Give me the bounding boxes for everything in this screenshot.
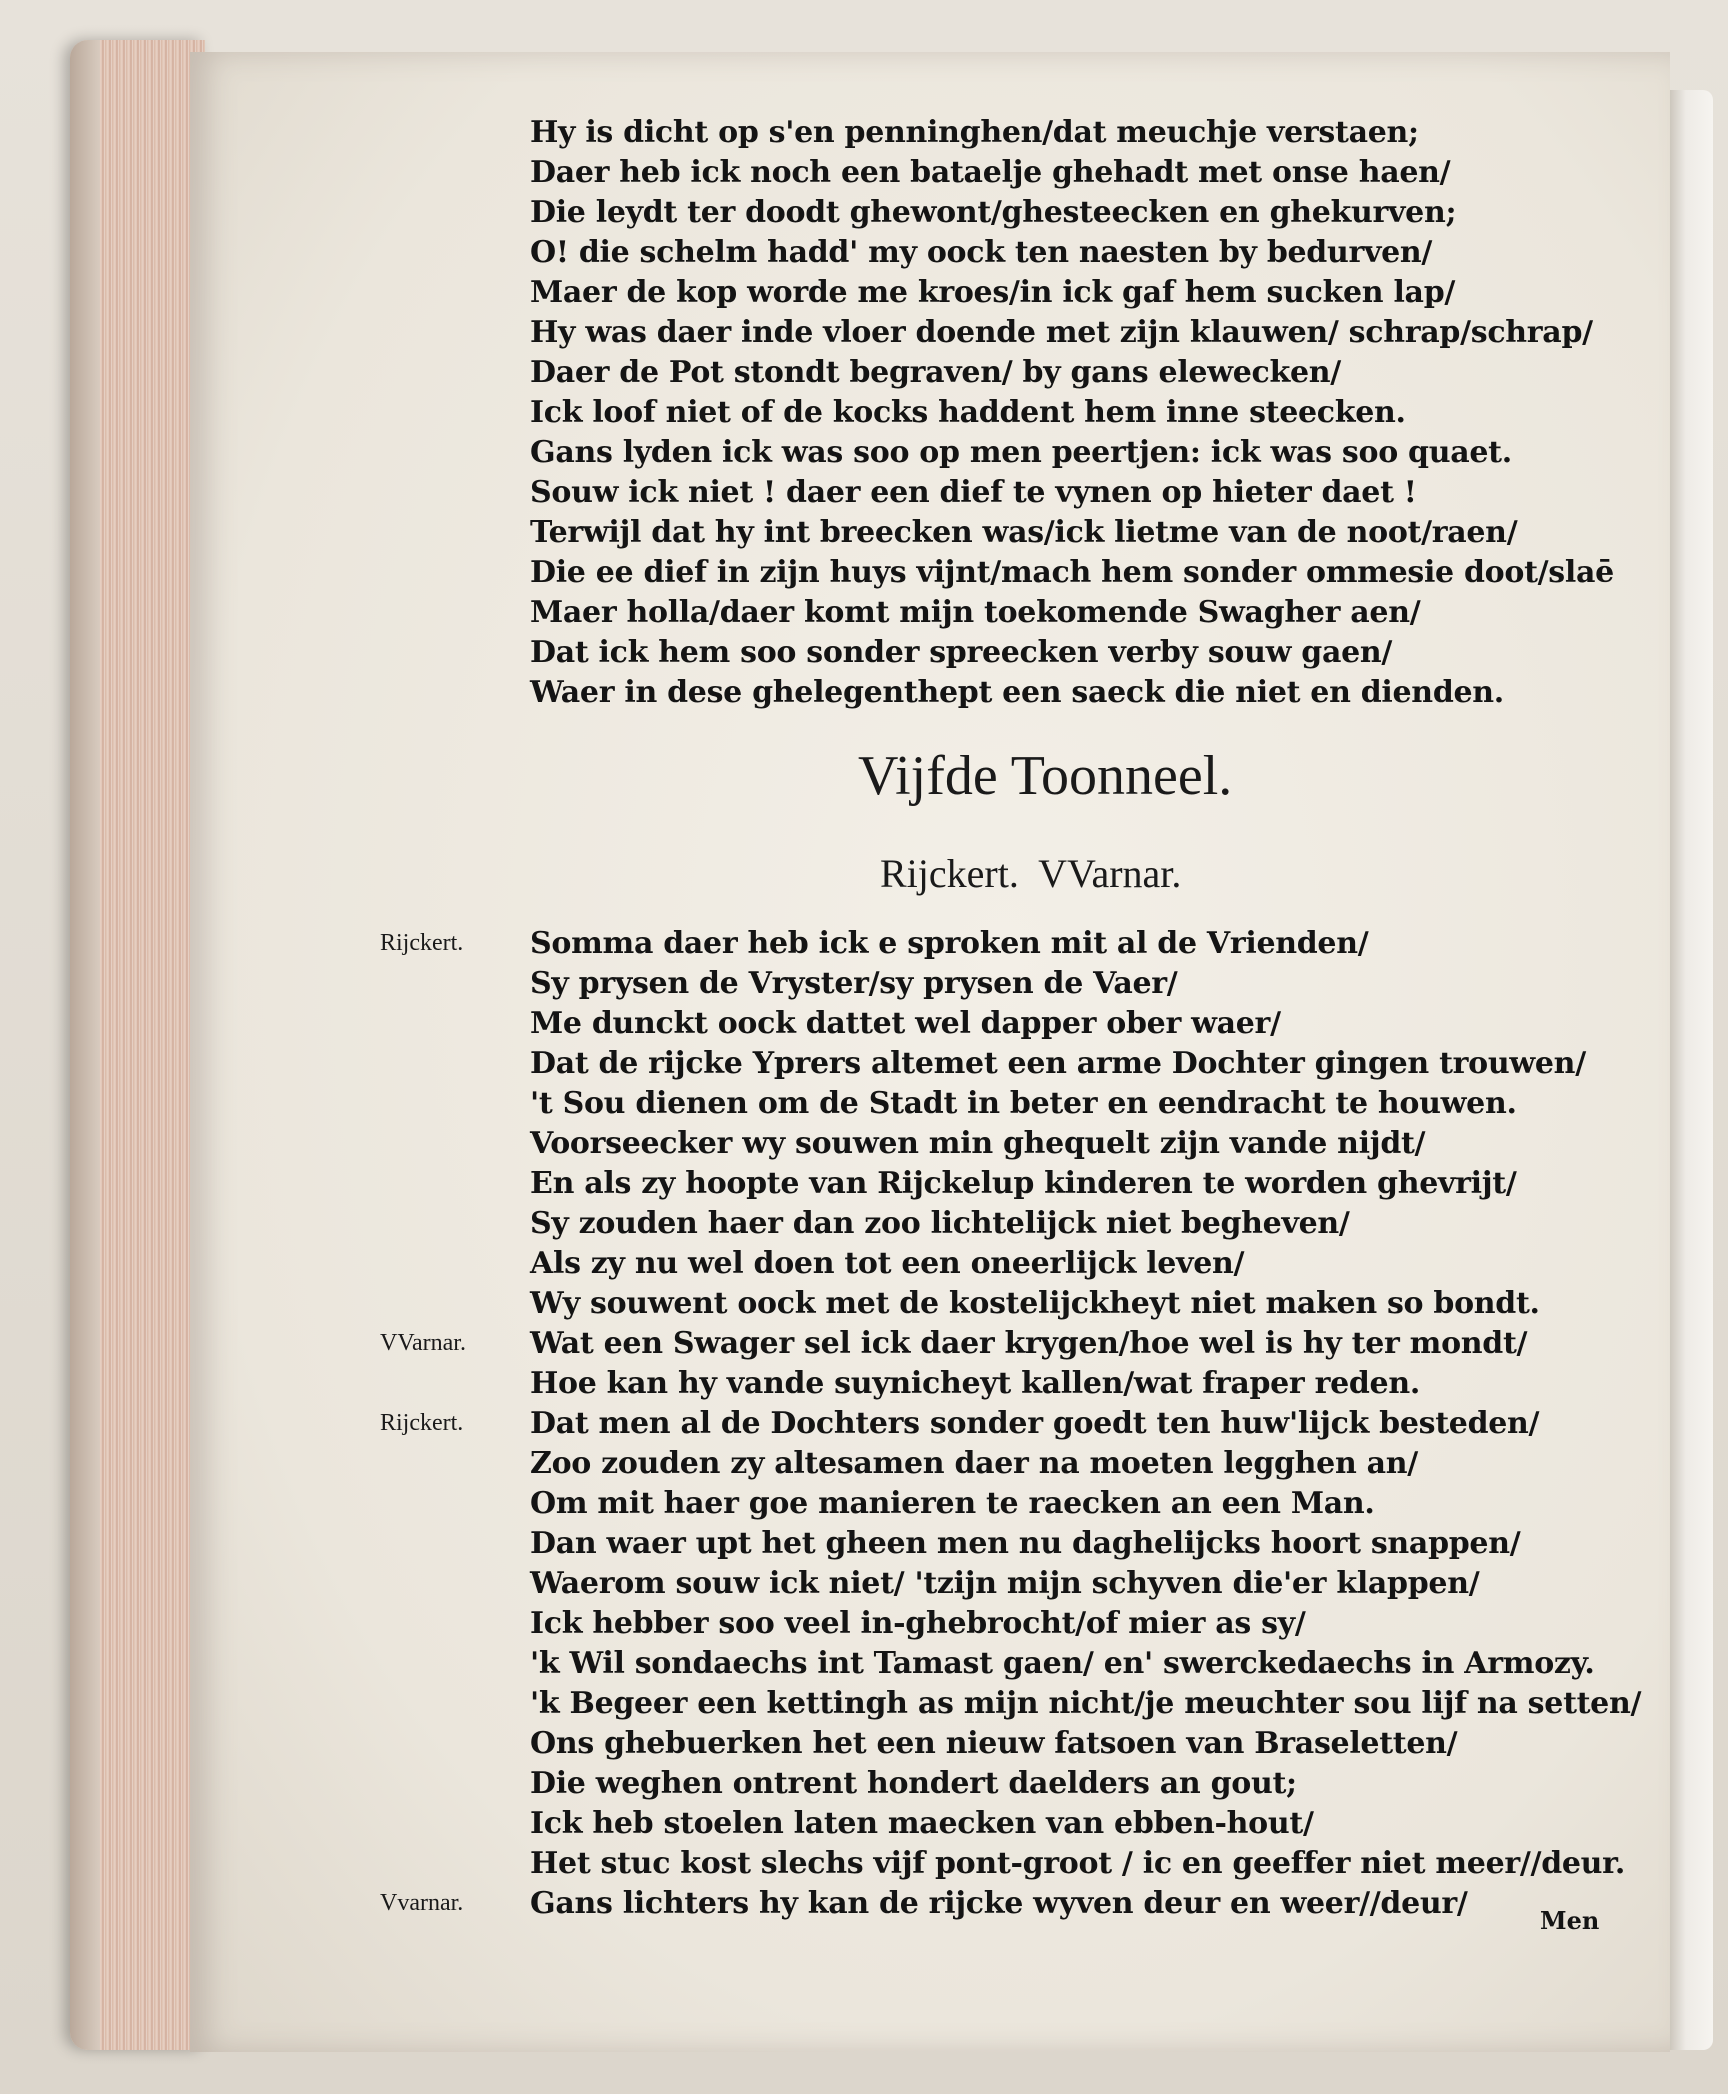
dialogue-text: Waerom souw ick niet/ 'tzijn mijn schyven die'er klappen/ bbox=[530, 1566, 1480, 1601]
dialogue-text: Wy souwent oock met de kostelijckheyt niet maken so bondt. bbox=[530, 1286, 1540, 1321]
dialogue-line bbox=[380, 1524, 1630, 1564]
dialogue-text: Ick hebber soo veel in-ghebrocht/of mier as sy/ bbox=[530, 1606, 1306, 1641]
scene-speakers: Rijckert. VVarnar. bbox=[880, 851, 1182, 896]
dialogue-line bbox=[380, 1204, 1630, 1244]
dialogue-text: Wat een Swager sel ick daer krygen/hoe wel is hy ter mondt/ bbox=[530, 1326, 1528, 1361]
verse-line: Waer in dese ghelegenthept een saeck die niet en dienden. bbox=[530, 675, 1504, 710]
dialogue-text: Die weghen ontrent hondert daelders an gout; bbox=[530, 1766, 1297, 1801]
dialogue-line bbox=[380, 1004, 1630, 1044]
dialogue-text: 't Sou dienen om de Stadt in beter en eendracht te houwen. bbox=[530, 1086, 1517, 1121]
verse-line: Maer de kop worde me kroes/in ick gaf hem sucken lap/ bbox=[530, 275, 1456, 310]
dialogue-line bbox=[380, 1804, 1630, 1844]
dialogue-text: Me dunckt oock dattet wel dapper ober waer/ bbox=[530, 1006, 1281, 1041]
verse-line: Gans lyden ick was soo op men peertjen: ick was soo quaet. bbox=[530, 435, 1512, 470]
dialogue-line bbox=[380, 1324, 1630, 1364]
speaker-name: Vvarnar. bbox=[380, 1890, 464, 1916]
dialogue-line bbox=[380, 964, 1630, 1004]
dialogue-line bbox=[380, 1284, 1630, 1324]
dialogue-text: 'k Wil sondaechs int Tamast gaen/ en' swerckedaechs in Armozy. bbox=[530, 1646, 1595, 1681]
dialogue-line bbox=[380, 1364, 1630, 1404]
verse-line: Dat ick hem soo sonder spreecken verby souw gaen/ bbox=[530, 635, 1393, 670]
dialogue-text: Sy prysen de Vryster/sy prysen de Vaer/ bbox=[530, 966, 1178, 1001]
dialogue-text: Ons ghebuerken het een nieuw fatsoen van Braseletten/ bbox=[530, 1726, 1458, 1761]
dialogue-text: Dat de rijcke Yprers altemet een arme Dochter gingen trouwen/ bbox=[530, 1046, 1586, 1081]
dialogue-text: Zoo zouden zy altesamen daer na moeten legghen an/ bbox=[530, 1446, 1418, 1481]
speaker-name: Rijckert. bbox=[380, 930, 464, 956]
dialogue-line bbox=[380, 1164, 1630, 1204]
verse-line: Souw ick niet ! daer een dief te vynen op hieter daet ! bbox=[530, 475, 1417, 510]
dialogue-text: Sy zouden haer dan zoo lichtelijck niet begheven/ bbox=[530, 1206, 1350, 1241]
right-page-edge bbox=[1668, 90, 1713, 2050]
dialogue-line bbox=[380, 1764, 1630, 1804]
dialogue-text: Gans lichters hy kan de rijcke wyven deur en weer//deur/ bbox=[530, 1886, 1468, 1921]
verse-line: Daer heb ick noch een bataelje ghehadt met onse haen/ bbox=[530, 155, 1451, 190]
verse-line: O! die schelm hadd' my oock ten naesten by bedurven/ bbox=[530, 235, 1433, 270]
dialogue-line bbox=[380, 1724, 1630, 1764]
speaker-name: Rijckert. bbox=[380, 1410, 464, 1436]
dialogue-line bbox=[380, 1604, 1630, 1644]
book-spine-shadow bbox=[70, 40, 100, 2050]
speaker-name: VVarnar. bbox=[380, 1330, 466, 1356]
verse-line: Maer holla/daer komt mijn toekomende Swagher aen/ bbox=[530, 595, 1421, 630]
verse-line: Hy is dicht op s'en penninghen/dat meuchje verstaen; bbox=[530, 115, 1419, 150]
dialogue-block bbox=[380, 924, 1642, 1924]
dialogue-line bbox=[380, 1644, 1630, 1684]
dialogue-line bbox=[380, 1564, 1630, 1604]
verse-line: Daer de Pot stondt begraven/ by gans elewecken/ bbox=[530, 355, 1341, 390]
dialogue-line bbox=[380, 1124, 1630, 1164]
dialogue-line bbox=[380, 1244, 1630, 1284]
dialogue-text: Als zy nu wel doen tot een oneerlijck leven/ bbox=[530, 1246, 1245, 1281]
verse-line: Die leydt ter doodt ghewont/ghesteecken en ghekurven; bbox=[530, 195, 1457, 230]
dialogue-line bbox=[380, 1084, 1630, 1124]
dialogue-text: Ick heb stoelen laten maecken van ebben-hout/ bbox=[530, 1806, 1314, 1841]
dialogue-text: Dat men al de Dochters sonder goedt ten huw'lijck besteden/ bbox=[530, 1406, 1540, 1441]
dialogue-text: Voorseecker wy souwen min ghequelt zijn vande nijdt/ bbox=[530, 1126, 1426, 1161]
verse-line: Die ee dief in zijn huys vijnt/mach hem sonder ommesie doot/slaē bbox=[530, 555, 1614, 590]
dialogue-text: Om mit haer goe manieren te raecken an een Man. bbox=[530, 1486, 1375, 1521]
dialogue-text: Hoe kan hy vande suynicheyt kallen/wat fraper reden. bbox=[530, 1366, 1420, 1401]
top-verse-block bbox=[530, 113, 1614, 713]
dialogue-line bbox=[380, 1404, 1630, 1444]
dialogue-line bbox=[380, 1844, 1630, 1884]
catchword: Men bbox=[1540, 1906, 1600, 1935]
dialogue-line bbox=[380, 924, 1630, 964]
dialogue-text: Somma daer heb ick e sproken mit al de Vrienden/ bbox=[530, 926, 1369, 961]
verse-line: Terwijl dat hy int breecken was/ick lietme van de noot/raen/ bbox=[530, 515, 1518, 550]
scene-heading: Vijfde Toonneel. bbox=[858, 745, 1233, 807]
dialogue-line bbox=[380, 1484, 1630, 1524]
dialogue-text: Dan waer upt het gheen men nu daghelijcks hoort snappen/ bbox=[530, 1526, 1521, 1561]
dialogue-line bbox=[380, 1044, 1630, 1084]
dialogue-text: En als zy hoopte van Rijckelup kinderen te worden ghevrijt/ bbox=[530, 1166, 1517, 1201]
dialogue-text: Het stuc kost slechs vijf pont-groot / ic en geeffer niet meer//deur. bbox=[530, 1846, 1626, 1881]
verse-line: Ick loof niet of de kocks haddent hem inne steecken. bbox=[530, 395, 1406, 430]
verse-line: Hy was daer inde vloer doende met zijn klauwen/ schrap/schrap/ bbox=[530, 315, 1593, 350]
dialogue-text: 'k Begeer een kettingh as mijn nicht/je meuchter sou lijf na setten/ bbox=[530, 1686, 1642, 1721]
dialogue-line bbox=[380, 1684, 1642, 1724]
dialogue-line bbox=[380, 1884, 1630, 1924]
dialogue-line bbox=[380, 1444, 1630, 1484]
